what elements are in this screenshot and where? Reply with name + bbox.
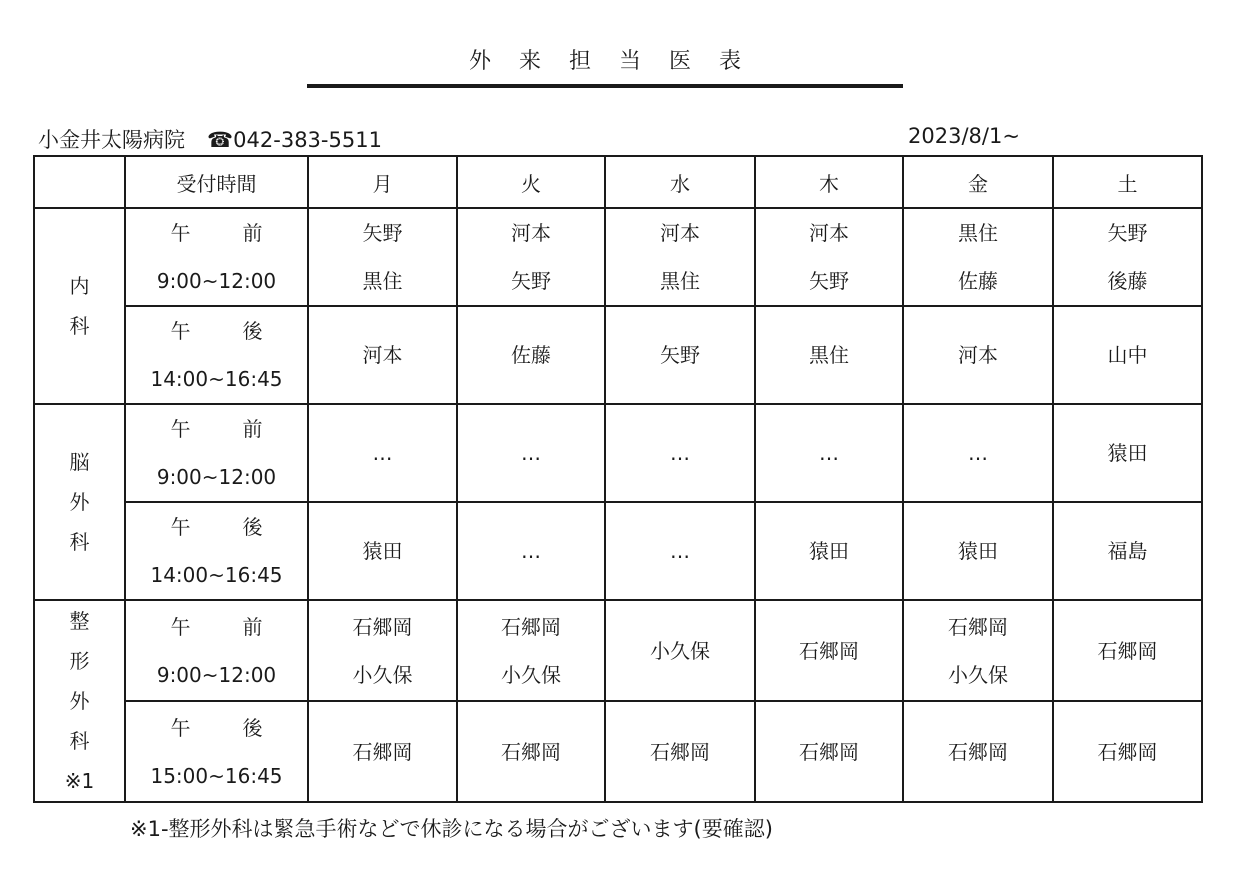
- department-name-char: 内: [69, 274, 90, 298]
- doctor-cell: [903, 600, 1053, 701]
- page-title: 外来担当医表: [468, 49, 769, 74]
- session-label-part: 午: [170, 221, 191, 245]
- outpatient-schedule-table: [33, 155, 1203, 803]
- department-name: [70, 442, 90, 562]
- doctor-name: 小久保: [352, 662, 413, 687]
- header-day: 金: [903, 156, 1053, 208]
- doctor-cell: [755, 404, 903, 502]
- doctor-name: 石郷岡: [352, 739, 413, 764]
- doctor-cell: [1053, 306, 1202, 404]
- session-label: [126, 405, 307, 453]
- doctor-name: 福島: [1107, 539, 1148, 563]
- doctor-name: …: [372, 441, 393, 465]
- header-row: [34, 156, 1202, 208]
- schedule-row: [34, 208, 1202, 306]
- session-label-part: 午: [170, 515, 191, 539]
- doctor-name: 河本: [362, 343, 403, 367]
- doctor-cell: [605, 600, 755, 701]
- doctor-cell: [308, 208, 457, 306]
- session-label-part: 後: [242, 715, 263, 740]
- doctor-name: 矢野: [511, 269, 551, 293]
- department-name: [65, 601, 94, 801]
- doctor-name: …: [819, 441, 839, 465]
- session-label-part: 前: [242, 221, 263, 245]
- doctor-name: …: [968, 441, 988, 465]
- doctor-name: …: [521, 539, 541, 563]
- doctor-cell: [903, 306, 1053, 404]
- header-time-label: 受付時間: [125, 156, 308, 208]
- session-hours: 14:00~16:45: [150, 367, 283, 391]
- session-time-cell: [125, 600, 308, 701]
- doctor-name: 河本: [958, 343, 998, 367]
- session-label-part: 午: [170, 417, 191, 441]
- doctor-cell: [755, 502, 903, 600]
- schedule-row: [34, 701, 1202, 802]
- doctor-name: 佐藤: [958, 269, 998, 293]
- hospital-phone: 042-383-5511: [233, 128, 382, 152]
- doctor-cell: [605, 306, 755, 404]
- header-day: 火: [457, 156, 605, 208]
- session-label: [126, 209, 307, 257]
- department-name-char: 整: [69, 609, 90, 633]
- doctor-name: 石郷岡: [1097, 739, 1158, 764]
- department-name-char: 科: [69, 314, 90, 338]
- doctor-name: 石郷岡: [948, 614, 1008, 639]
- phone-icon: ☎: [207, 128, 234, 152]
- schedule-body: [34, 208, 1202, 802]
- session-hours: 9:00~12:00: [156, 269, 277, 293]
- footnote: ※1-整形外科は緊急手術などで休診になる場合がございます(要確認): [130, 817, 773, 841]
- session-label-part: 前: [242, 417, 263, 441]
- doctor-cell: [605, 208, 755, 306]
- header-day: 木: [755, 156, 903, 208]
- doctor-name: 黒住: [362, 269, 403, 293]
- doctor-name: 小久保: [948, 662, 1008, 687]
- session-label-part: 後: [242, 319, 263, 343]
- doctor-cell: [457, 306, 605, 404]
- doctor-cell: [1053, 404, 1202, 502]
- doctor-cell: [457, 600, 605, 701]
- doctor-cell: [755, 208, 903, 306]
- doctor-name: 黒住: [660, 269, 700, 293]
- doctor-name: 猿田: [1107, 441, 1148, 465]
- doctor-name: 猿田: [958, 539, 998, 563]
- doctor-name: 石郷岡: [948, 739, 1008, 764]
- department-name-char: 外: [69, 689, 90, 713]
- department-name-char: 科: [69, 729, 90, 753]
- doctor-name: 佐藤: [511, 343, 551, 367]
- schedule-row: [34, 306, 1202, 404]
- hospital-info: [38, 124, 382, 154]
- effective-date: 2023/8/1~: [908, 124, 1020, 148]
- doctor-cell: [755, 701, 903, 802]
- doctor-cell: [1053, 502, 1202, 600]
- department-name-char: 脳: [69, 450, 90, 474]
- doctor-name: 石郷岡: [1097, 638, 1158, 663]
- doctor-name: 矢野: [1107, 221, 1148, 245]
- department-name-char: 形: [69, 649, 90, 673]
- session-label-part: 後: [242, 515, 263, 539]
- department-cell: [34, 404, 125, 600]
- doctor-name: 石郷岡: [501, 739, 561, 764]
- session-hours: 9:00~12:00: [156, 662, 277, 687]
- department-name-char: 外: [69, 490, 90, 514]
- doctor-cell: [457, 502, 605, 600]
- header-blank: [34, 156, 125, 208]
- department-cell: [34, 600, 125, 802]
- title-underline: [307, 84, 903, 88]
- doctor-name: 小久保: [650, 638, 710, 663]
- doctor-cell: [903, 502, 1053, 600]
- doctor-cell: [308, 404, 457, 502]
- doctor-name: 黒住: [809, 343, 849, 367]
- doctor-name: 河本: [511, 221, 551, 245]
- doctor-cell: [308, 502, 457, 600]
- department-name: [70, 266, 90, 346]
- doctor-cell: [755, 600, 903, 701]
- session-label: [126, 307, 307, 355]
- session-label-part: 午: [170, 715, 191, 740]
- doctor-name: …: [521, 441, 541, 465]
- session-label-part: 午: [170, 614, 191, 639]
- session-label-part: 午: [170, 319, 191, 343]
- doctor-name: 石郷岡: [501, 614, 561, 639]
- session-hours: 14:00~16:45: [150, 563, 283, 587]
- session-time-cell: [125, 306, 308, 404]
- doctor-cell: [1053, 208, 1202, 306]
- schedule-row: [34, 404, 1202, 502]
- doctor-name: 矢野: [362, 221, 403, 245]
- session-label: [126, 704, 307, 752]
- session-label: [126, 503, 307, 551]
- session-time-cell: [125, 404, 308, 502]
- session-time-cell: [125, 208, 308, 306]
- doctor-cell: [605, 502, 755, 600]
- schedule-row: [34, 600, 1202, 701]
- doctor-name: …: [670, 539, 690, 563]
- header-day: 水: [605, 156, 755, 208]
- session-hours: 9:00~12:00: [156, 465, 277, 489]
- doctor-name: 猿田: [809, 539, 849, 563]
- doctor-name: 猿田: [362, 539, 403, 563]
- doctor-cell: [1053, 701, 1202, 802]
- doctor-cell: [457, 404, 605, 502]
- doctor-name: 矢野: [660, 343, 700, 367]
- session-label-part: 前: [242, 614, 263, 639]
- session-time-cell: [125, 502, 308, 600]
- doctor-name: 河本: [809, 221, 849, 245]
- doctor-name: …: [670, 441, 690, 465]
- hospital-name: 小金井太陽病院: [38, 128, 185, 152]
- doctor-name: 黒住: [958, 221, 998, 245]
- session-time-cell: [125, 701, 308, 802]
- doctor-cell: [903, 404, 1053, 502]
- doctor-name: 山中: [1107, 343, 1148, 367]
- department-name-char: 科: [69, 530, 90, 554]
- doctor-cell: [457, 208, 605, 306]
- doctor-cell: [308, 600, 457, 701]
- doctor-name: 矢野: [809, 269, 849, 293]
- header-day: 月: [308, 156, 457, 208]
- doctor-cell: [755, 306, 903, 404]
- doctor-name: 石郷岡: [799, 739, 859, 764]
- schedule-row: [34, 502, 1202, 600]
- doctor-cell: [457, 701, 605, 802]
- doctor-name: 石郷岡: [799, 638, 859, 663]
- doctor-name: 石郷岡: [352, 614, 413, 639]
- doctor-cell: [903, 701, 1053, 802]
- doctor-name: 石郷岡: [650, 739, 710, 764]
- header-day: 土: [1053, 156, 1202, 208]
- doctor-name: 河本: [660, 221, 700, 245]
- doctor-cell: [308, 701, 457, 802]
- doctor-name: 後藤: [1107, 269, 1148, 293]
- department-name-char: ※1: [64, 769, 95, 793]
- session-hours: 15:00~16:45: [150, 763, 283, 788]
- doctor-cell: [903, 208, 1053, 306]
- doctor-cell: [605, 701, 755, 802]
- doctor-name: 小久保: [501, 662, 561, 687]
- department-cell: [34, 208, 125, 404]
- doctor-cell: [308, 306, 457, 404]
- doctor-cell: [1053, 600, 1202, 701]
- session-label: [126, 603, 307, 651]
- doctor-cell: [605, 404, 755, 502]
